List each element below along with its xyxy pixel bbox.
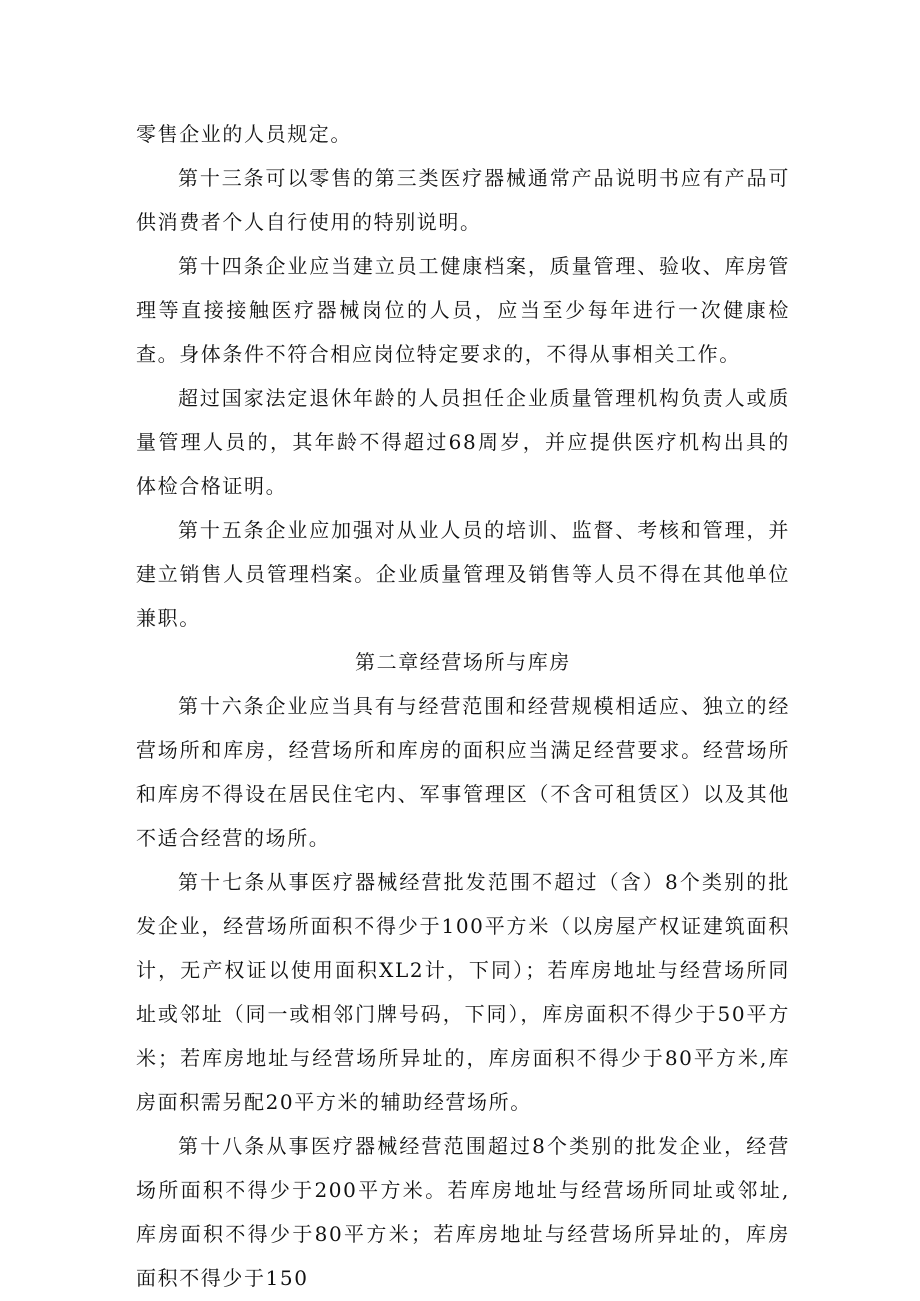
paragraph-article-14: 第十四条企业应当建立员工健康档案，质量管理、验收、库房管理等直接接触医疗器械岗位的人员，应当至少每年进行一次健康检查。身体条件不符合相应岗位特定要求的，不得从事相关工作。 (136, 254, 790, 366)
paragraph-retirement-age: 超过国家法定退休年龄的人员担任企业质量管理机构负责人或质量管理人员的，其年龄不得超过68周岁，并应提供医疗机构出具的体检合格证明。 (136, 386, 790, 498)
paragraph-continuation: 零售企业的人员规定。 (136, 122, 352, 146)
paragraph-article-16: 第十六条企业应当具有与经营范围和经营规模相适应、独立的经营场所和库房，经营场所和库房的面积应当满足经营要求。经营场所和库房不得设在居民住宅内、军事管理区（不含可租赁区）以及其他不适合经营的场所。 (136, 694, 790, 850)
chapter-heading: 第二章经营场所与库房 (355, 650, 571, 674)
paragraph-article-13: 第十三条可以零售的第三类医疗器械通常产品说明书应有产品可供消费者个人自行使用的特别说明。 (136, 166, 790, 234)
paragraph-article-15: 第十五条企业应加强对从业人员的培训、监督、考核和管理，并建立销售人员管理档案。企业质量管理及销售等人员不得在其他单位兼职。 (136, 518, 790, 630)
document-body (136, 112, 790, 1300)
paragraph-article-17: 第十七条从事医疗器械经营批发范围不超过（含）8个类别的批发企业，经营场所面积不得少于100平方米（以房屋产权证建筑面积计，无产权证以使用面积XL2计，下同）；若库房地址与经营场所同址或邻址（同一或相邻门牌号码，下同），库房面积不得少于50平方米；若库房地址与经营场所异址的，库房面积不得少于80平方米,库房面积需另配20平方米的辅助经营场所。 (136, 870, 790, 1114)
paragraph-article-18: 第十八条从事医疗器械经营范围超过8个类别的批发企业，经营场所面积不得少于200平方米。若库房地址与经营场所同址或邻址,库房面积不得少于80平方米；若库房地址与经营场所异址的，库房面积不得少于150 (136, 1134, 790, 1290)
